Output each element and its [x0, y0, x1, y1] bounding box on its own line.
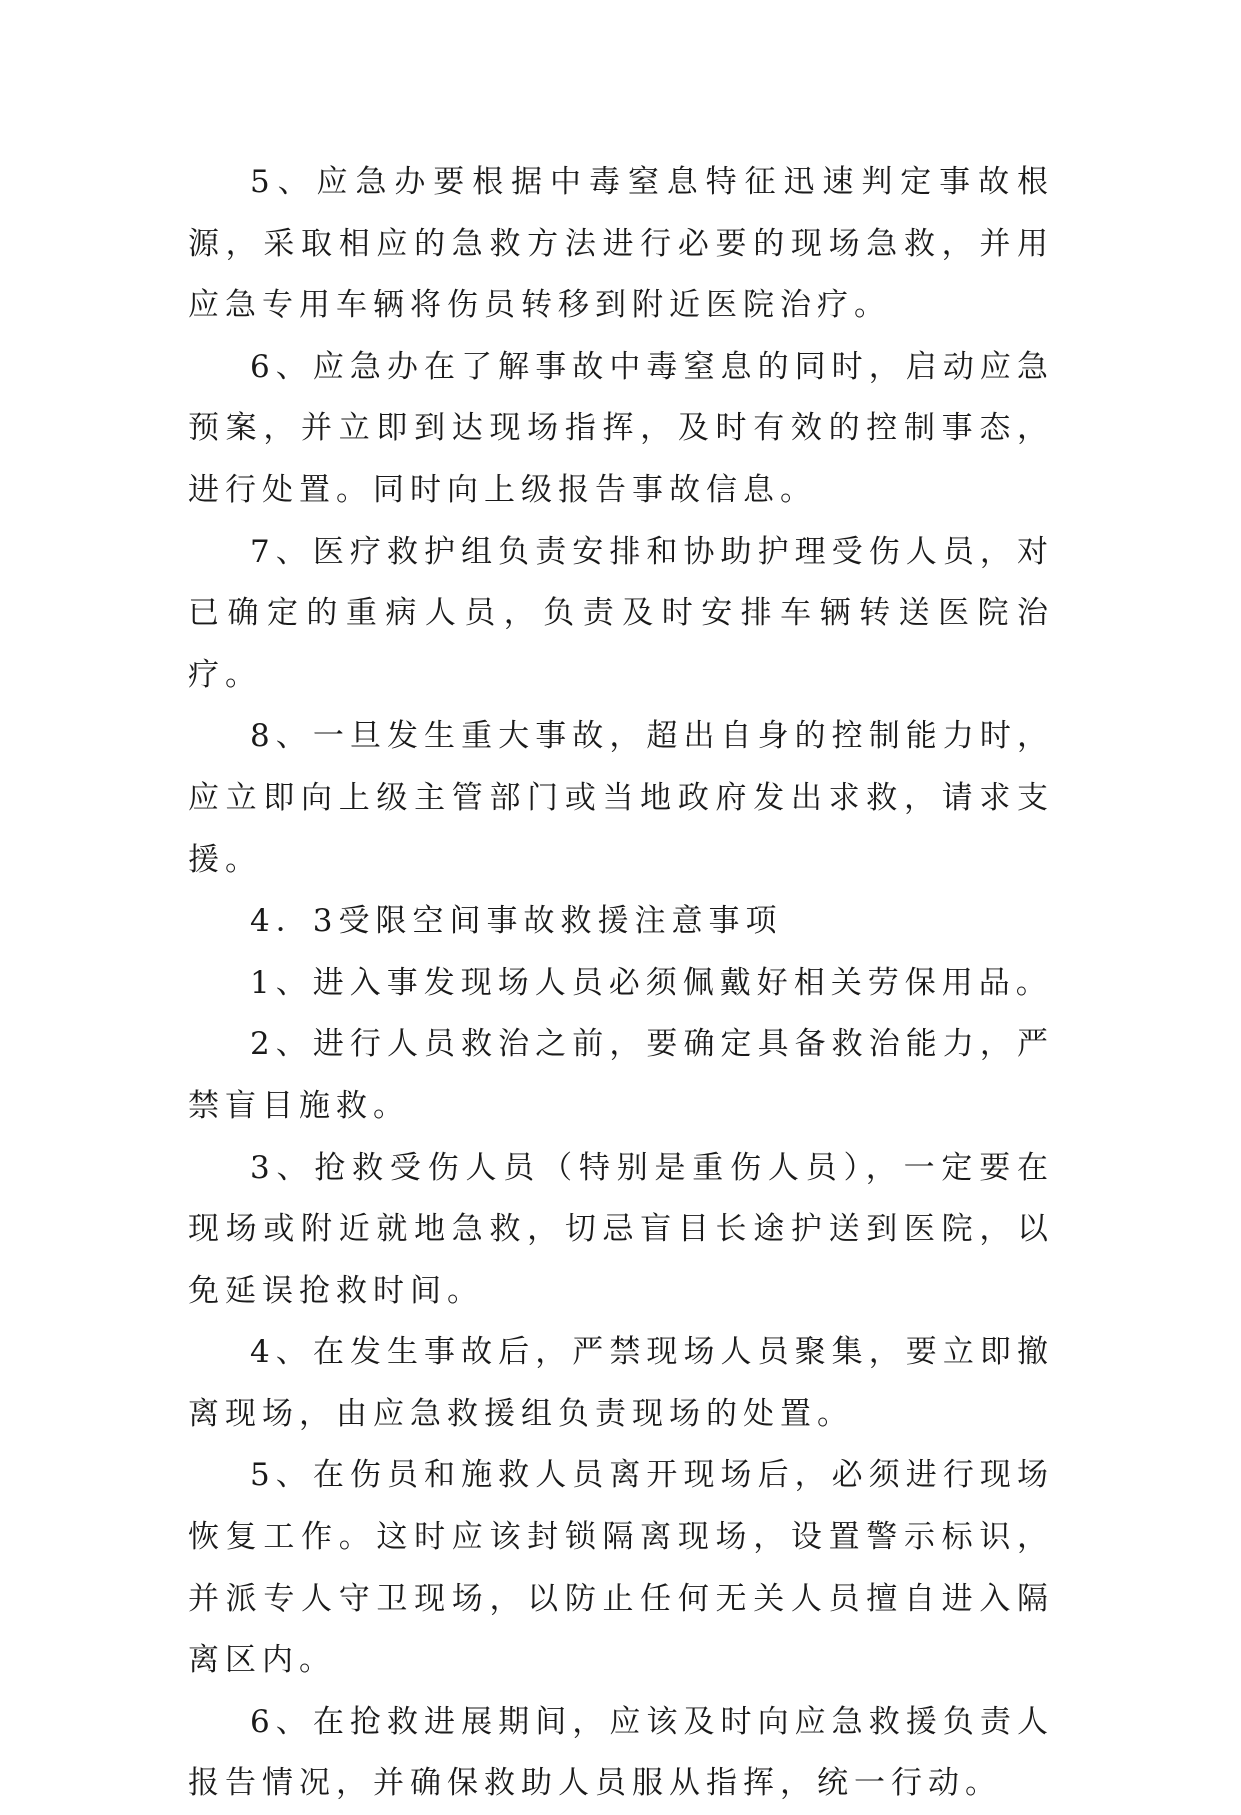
document-body: [188, 152, 1054, 1815]
paragraph-item-1: 1、进入事发现场人员必须佩戴好相关劳保用品。: [250, 964, 1053, 1001]
paragraph-item-6-second: 6、在抢救进展期间，应该及时向应急救援负责人报告情况，并确保救助人员服从指挥，统一行动。: [188, 1703, 1054, 1802]
paragraph-item-3: 3、抢救受伤人员（特别是重伤人员），一定要在现场或附近就地急救，切忌盲目长途护送到医院，以免延误抢救时间。: [188, 1149, 1054, 1309]
paragraph-item-8: 8、一旦发生重大事故，超出自身的控制能力时，应立即向上级主管部门或当地政府发出求救，请求支援。: [188, 718, 1054, 878]
paragraph-item-6-first: 6、应急办在了解事故中毒窒息的同时，启动应急预案，并立即到达现场指挥，及时有效的控制事态，进行处置。同时向上级报告事故信息。: [188, 348, 1054, 508]
paragraph-item-4: 4、在发生事故后，严禁现场人员聚集，要立即撤离现场，由应急救援组负责现场的处置。: [188, 1334, 1054, 1432]
paragraph-item-5-second: 5、在伤员和施救人员离开现场后，必须进行现场恢复工作。这时应该封锁隔离现场，设置警示标识，并派专人守卫现场，以防止任何无关人员擅自进入隔离区内。: [188, 1457, 1054, 1679]
paragraph-item-5-first: 5、应急办要根据中毒窒息特征迅速判定事故根源，采取相应的急救方法进行必要的现场急救，并用应急专用车辆将伤员转移到附近医院治疗。: [188, 164, 1054, 324]
paragraph-item-2: 2、进行人员救治之前，要确定具备救治能力，严禁盲目施救。: [188, 1026, 1054, 1124]
paragraph-item-7: 7、医疗救护组负责安排和协助护理受伤人员，对已确定的重病人员，负责及时安排车辆转送医院治疗。: [188, 533, 1054, 693]
section-heading-4-3: 4．3受限空间事故救援注意事项: [250, 903, 783, 940]
